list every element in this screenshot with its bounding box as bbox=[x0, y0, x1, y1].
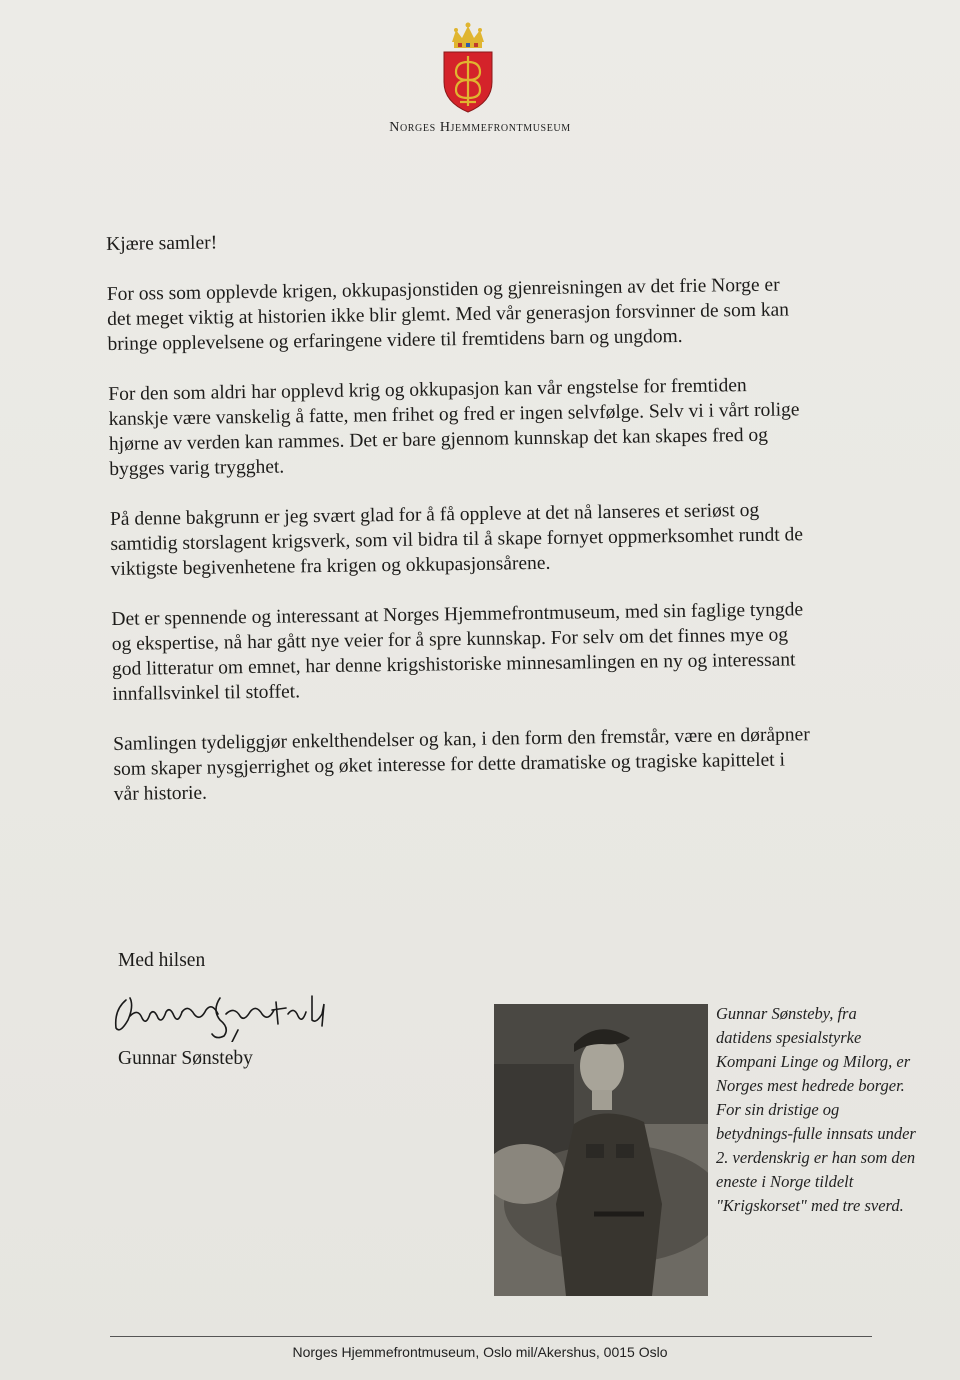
portrait-photo bbox=[494, 1004, 708, 1296]
crown-icon bbox=[452, 23, 484, 49]
photo-caption: Gunnar Sønsteby, fra datidens spesialstyrke Kompani Linge og Milorg, er Norges mest hedrede borger. For sin dristige og betydnings-fulle innsats under 2. verdenskrig er han som den eneste i Norge tildelt "Krigskorset" med tre sverd. bbox=[716, 1004, 916, 1215]
closing: Med hilsen bbox=[118, 950, 206, 971]
footer-divider bbox=[110, 1336, 872, 1337]
paragraph: For oss som opplevde krigen, okkupasjonstiden og gjenreisningen av det frie Norge er det meget viktig at historien ikke blir glemt. Med vår generasjon forsvinner de som kan bringe opplevelsene og erfaringene videre til fremtidens barn og ungdom. bbox=[106, 274, 790, 355]
paragraph: På denne bakgrunn er jeg svært glad for å få oppleve at det nå lanseres et seriøst og samtidig storslagent krigsverk, som vil bidra til å skape fornyet oppmerksomhet rundt de viktigste begivenhetene fra krigen og okkupasjonsårene. bbox=[109, 499, 804, 580]
coat-of-arms-icon bbox=[440, 22, 496, 114]
paragraph: Det er spennende og interessant at Norges Hjemmefrontmuseum, med sin faglige tyngde og ekspertise, nå har gått nye veier for å spre kunnskap. For selv om det finnes mye og god litteratur om emnet, har denne krigshistoriske minnesamlingen en ny og interessant innfallsvinkel til stoffet. bbox=[111, 599, 804, 705]
paragraph: For den som aldri har opplevd krig og okkupasjon kan vår engstelse for fremtiden kanskje være vanskelig å fatte, men frihet og fred er ingen selvfølge. Selv vi i vårt rolige hjørne av verden kan rammes. Det er bare gjennom kunnskap det kan skapes fred og bygges varig trygghet. bbox=[108, 375, 800, 480]
footer-address: Norges Hjemmefrontmuseum, Oslo mil/Akershus, 0015 Oslo bbox=[292, 1344, 668, 1360]
signer-name: Gunnar Sønsteby bbox=[118, 1048, 253, 1069]
signature-image bbox=[108, 990, 348, 1042]
institution-name: Norges Hjemmefrontmuseum bbox=[389, 120, 571, 135]
portrait-illustration bbox=[494, 1004, 708, 1296]
paragraph: Samlingen tydeliggjør enkelthendelser og kan, i den form den fremstår, være en døråpner som skaper nysgjerrighet og øket interesse for dette dramatiske og tragiske kapittelet i vår historie. bbox=[113, 724, 810, 805]
letter-body bbox=[106, 222, 814, 832]
greeting: Kjære samler! bbox=[106, 232, 218, 255]
